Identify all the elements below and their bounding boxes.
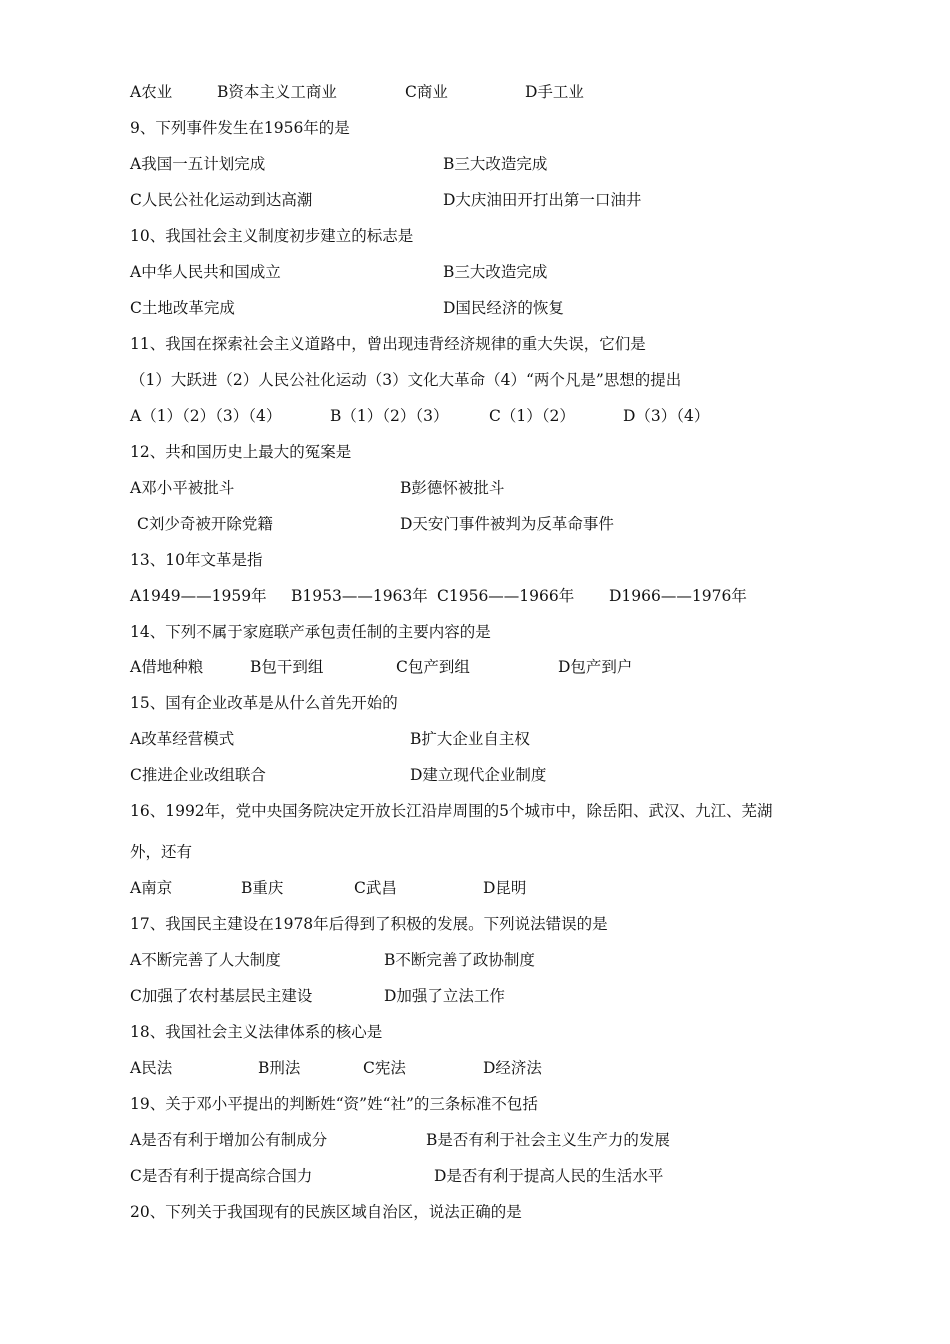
answer-option: B资本主义工商业 — [217, 83, 337, 101]
question-text: （1）大跃进（2）人民公社化运动（3）文化大革命（4）“两个凡是”思想的提出 — [130, 371, 682, 389]
question-text: 20、下列关于我国现有的民族区域自治区，说法正确的是 — [130, 1203, 522, 1221]
answer-option: A邓小平被批斗 — [130, 479, 235, 497]
answer-option: D是否有利于提高人民的生活水平 — [434, 1167, 664, 1185]
answer-option: D加强了立法工作 — [384, 987, 505, 1005]
answer-option: C刘少奇被开除党籍 — [137, 515, 273, 533]
answer-option: A南京 — [130, 879, 173, 897]
answer-option: B包干到组 — [250, 658, 324, 676]
answer-option: C武昌 — [354, 879, 397, 897]
answer-option: D包产到户 — [558, 658, 633, 676]
question-text: 15、国有企业改革是从什么首先开始的 — [130, 694, 398, 712]
answer-option: D建立现代企业制度 — [410, 766, 547, 784]
answer-option: B彭德怀被批斗 — [400, 479, 505, 497]
answer-option: C加强了农村基层民主建设 — [130, 987, 313, 1005]
question-text: 外，还有 — [130, 843, 193, 861]
answer-option: C土地改革完成 — [130, 299, 235, 317]
answer-option: D大庆油田开打出第一口油井 — [443, 191, 642, 209]
answer-option: B扩大企业自主权 — [410, 730, 530, 748]
question-text: 13、10年文革是指 — [130, 551, 263, 569]
question-text: 14、下列不属于家庭联产承包责任制的主要内容的是 — [130, 623, 491, 641]
question-text: 16、1992年，党中央国务院决定开放长江沿岸周围的5个城市中，除岳阳、武汉、九江、芜湖 — [130, 802, 773, 820]
answer-option: A中华人民共和国成立 — [130, 263, 281, 281]
answer-option: D（3）（4） — [623, 407, 710, 425]
answer-option: A不断完善了人大制度 — [130, 951, 281, 969]
answer-option: A改革经营模式 — [130, 730, 235, 748]
answer-option: B三大改造完成 — [443, 263, 548, 281]
question-text: 11、我国在探索社会主义道路中，曾出现违背经济规律的重大失误，它们是 — [130, 335, 646, 353]
answer-option: D手工业 — [525, 83, 584, 101]
answer-option: A我国一五计划完成 — [130, 155, 266, 173]
answer-option: D天安门事件被判为反革命事件 — [400, 515, 614, 533]
answer-option: A农业 — [130, 83, 173, 101]
answer-option: C包产到组 — [396, 658, 470, 676]
answer-option: D昆明 — [483, 879, 527, 897]
answer-option: C商业 — [405, 83, 448, 101]
answer-option: B三大改造完成 — [443, 155, 548, 173]
answer-option: B重庆 — [241, 879, 284, 897]
answer-option: D1966——1976年 — [609, 587, 747, 605]
question-text: 9、下列事件发生在1956年的是 — [130, 119, 350, 137]
question-text: 19、关于邓小平提出的判断姓“资”姓“社”的三条标准不包括 — [130, 1095, 538, 1113]
answer-option: D经济法 — [483, 1059, 542, 1077]
answer-option: D国民经济的恢复 — [443, 299, 564, 317]
question-text: 17、我国民主建设在1978年后得到了积极的发展。下列说法错误的是 — [130, 915, 608, 933]
question-text: 10、我国社会主义制度初步建立的标志是 — [130, 227, 414, 245]
answer-option: B1953——1963年 — [291, 587, 428, 605]
answer-option: B是否有利于社会主义生产力的发展 — [426, 1131, 670, 1149]
answer-option: A借地种粮 — [130, 658, 204, 676]
answer-option: C1956——1966年 — [437, 587, 575, 605]
answer-option: C是否有利于提高综合国力 — [130, 1167, 313, 1185]
question-text: 12、共和国历史上最大的冤案是 — [130, 443, 352, 461]
answer-option: A民法 — [130, 1059, 173, 1077]
answer-option: C推进企业改组联合 — [130, 766, 266, 784]
answer-option: C人民公社化运动到达高潮 — [130, 191, 313, 209]
question-text: 18、我国社会主义法律体系的核心是 — [130, 1023, 383, 1041]
answer-option: A（1）（2）（3）（4） — [130, 407, 282, 425]
answer-option: A1949——1959年 — [130, 587, 267, 605]
answer-option: C（1）（2） — [489, 407, 575, 425]
answer-option: C宪法 — [363, 1059, 406, 1077]
answer-option: B刑法 — [258, 1059, 301, 1077]
answer-option: B（1）（2）（3） — [330, 407, 449, 425]
answer-option: B不断完善了政协制度 — [384, 951, 535, 969]
answer-option: A是否有利于增加公有制成分 — [130, 1131, 328, 1149]
